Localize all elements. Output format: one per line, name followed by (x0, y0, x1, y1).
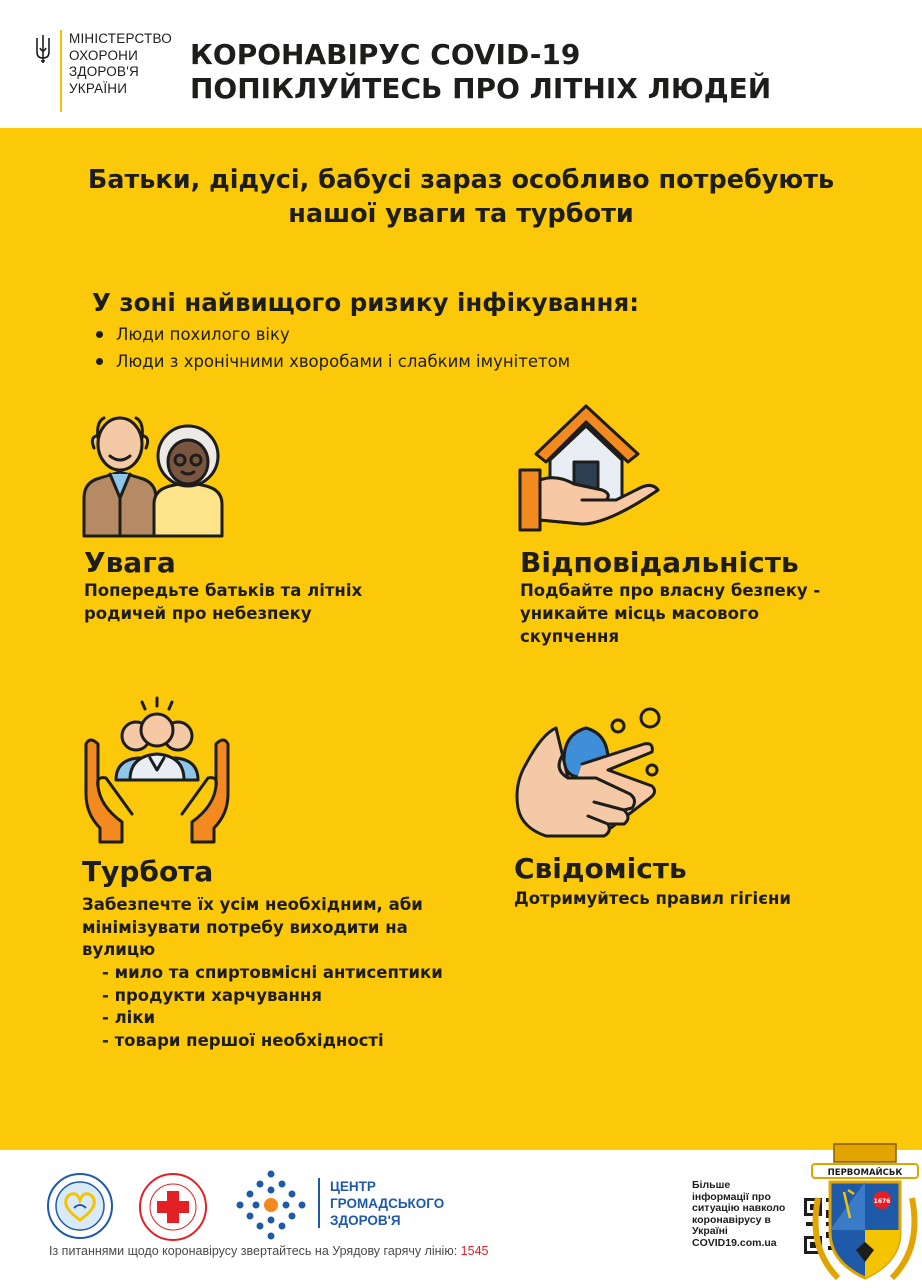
supply-item: - мило та спиртовмісні антисептики (102, 963, 443, 982)
phc-line: ГРОМАДСЬКОГО (330, 1196, 445, 1211)
more-info-line: Більше (692, 1179, 731, 1191)
awareness-title: Свідомість (514, 852, 687, 885)
care-line: мінімізувати потребу виходити на (82, 917, 408, 937)
phc-divider (318, 1178, 320, 1228)
risk-list-item: Люди з хронічними хворобами і слабким імунітетом (94, 348, 570, 375)
intro-line-2: нашої уваги та турботи (288, 199, 634, 229)
responsibility-text (520, 579, 820, 648)
ministry-line: ЗДОРОВ'Я (69, 64, 139, 79)
crest-year: 1676 (873, 1198, 891, 1205)
supply-list (102, 962, 443, 1052)
more-info-link[interactable]: COVID19.com.ua (692, 1236, 777, 1249)
responsibility-line: уникайте місць масового (520, 604, 759, 623)
attention-line: родичей про небезпеку (84, 604, 312, 623)
ministry-line: МІНІСТЕРСТВО (69, 31, 172, 46)
supply-item: - товари першої необхідності (102, 1030, 384, 1050)
more-info-line: ситуацію навколо (692, 1202, 786, 1214)
supply-item: - ліки (102, 1008, 156, 1027)
risk-heading: У зоні найвищого ризику інфікування: (92, 288, 640, 317)
ministry-line: УКРАЇНИ (69, 80, 128, 96)
ministry-line: ОХОРОНИ (69, 47, 139, 63)
city-coat-of-arms (808, 1138, 922, 1286)
risk-list (94, 321, 570, 375)
trident-icon (34, 34, 52, 64)
responsibility-title: Відповідальність (520, 546, 799, 579)
health-charity-logo (46, 1172, 114, 1240)
risk-list-item: Люди похилого віку (94, 321, 570, 348)
intro-heading (0, 163, 922, 231)
care-line: вулицю (82, 940, 156, 959)
house-in-hand-icon (516, 402, 662, 534)
intro-line-1: Батьки, дідусі, бабусі зараз особливо потребують (87, 165, 835, 195)
red-cross-logo (138, 1172, 208, 1242)
awareness-text (514, 887, 791, 910)
elderly-couple-icon (80, 408, 230, 538)
hotline-text (49, 1244, 488, 1258)
title-line-1: КОРОНАВІРУС COVID-19 (190, 38, 581, 71)
more-info-line: Україні (692, 1225, 728, 1237)
hotline-label: Із питаннями щодо коронавірусу звертайтесь на Урядову гарячу лінію: (49, 1244, 461, 1258)
phc-line: ЦЕНТР (330, 1179, 376, 1194)
more-info (692, 1180, 785, 1249)
phc-logo (236, 1170, 306, 1240)
awareness-line: Дотримуйтесь правил гігієни (514, 889, 791, 908)
attention-line: Попередьте батьків та літніх (84, 581, 363, 600)
attention-text (84, 579, 362, 625)
care-line: Забезпечте їх усім необхідним, аби (82, 895, 423, 914)
supply-item: - продукти харчування (102, 985, 322, 1005)
phc-name (330, 1178, 444, 1229)
responsibility-line: Подбайте про власну безпеку - (520, 581, 821, 600)
responsibility-line: скупчення (520, 627, 620, 646)
crest-ribbon-text: ПЕРВОМАЙСЬК (827, 1168, 903, 1178)
care-text (82, 894, 423, 962)
attention-title: Увага (84, 546, 176, 579)
title-line-2: ПОПІКЛУЙТЕСЬ ПРО ЛІТНІХ ЛЮДЕЙ (190, 72, 772, 105)
header (0, 0, 922, 128)
people-in-hands-icon (82, 696, 232, 846)
hotline-number[interactable]: 1545 (460, 1244, 489, 1258)
page-title (190, 38, 771, 106)
more-info-line: коронавірусу в (692, 1213, 771, 1226)
ministry-name (69, 31, 172, 97)
care-title: Турбота (82, 855, 214, 888)
hand-washing-icon (512, 704, 664, 846)
phc-line: ЗДОРОВ'Я (330, 1213, 401, 1228)
more-info-line: інформації про (692, 1190, 771, 1203)
ministry-divider (60, 30, 62, 112)
